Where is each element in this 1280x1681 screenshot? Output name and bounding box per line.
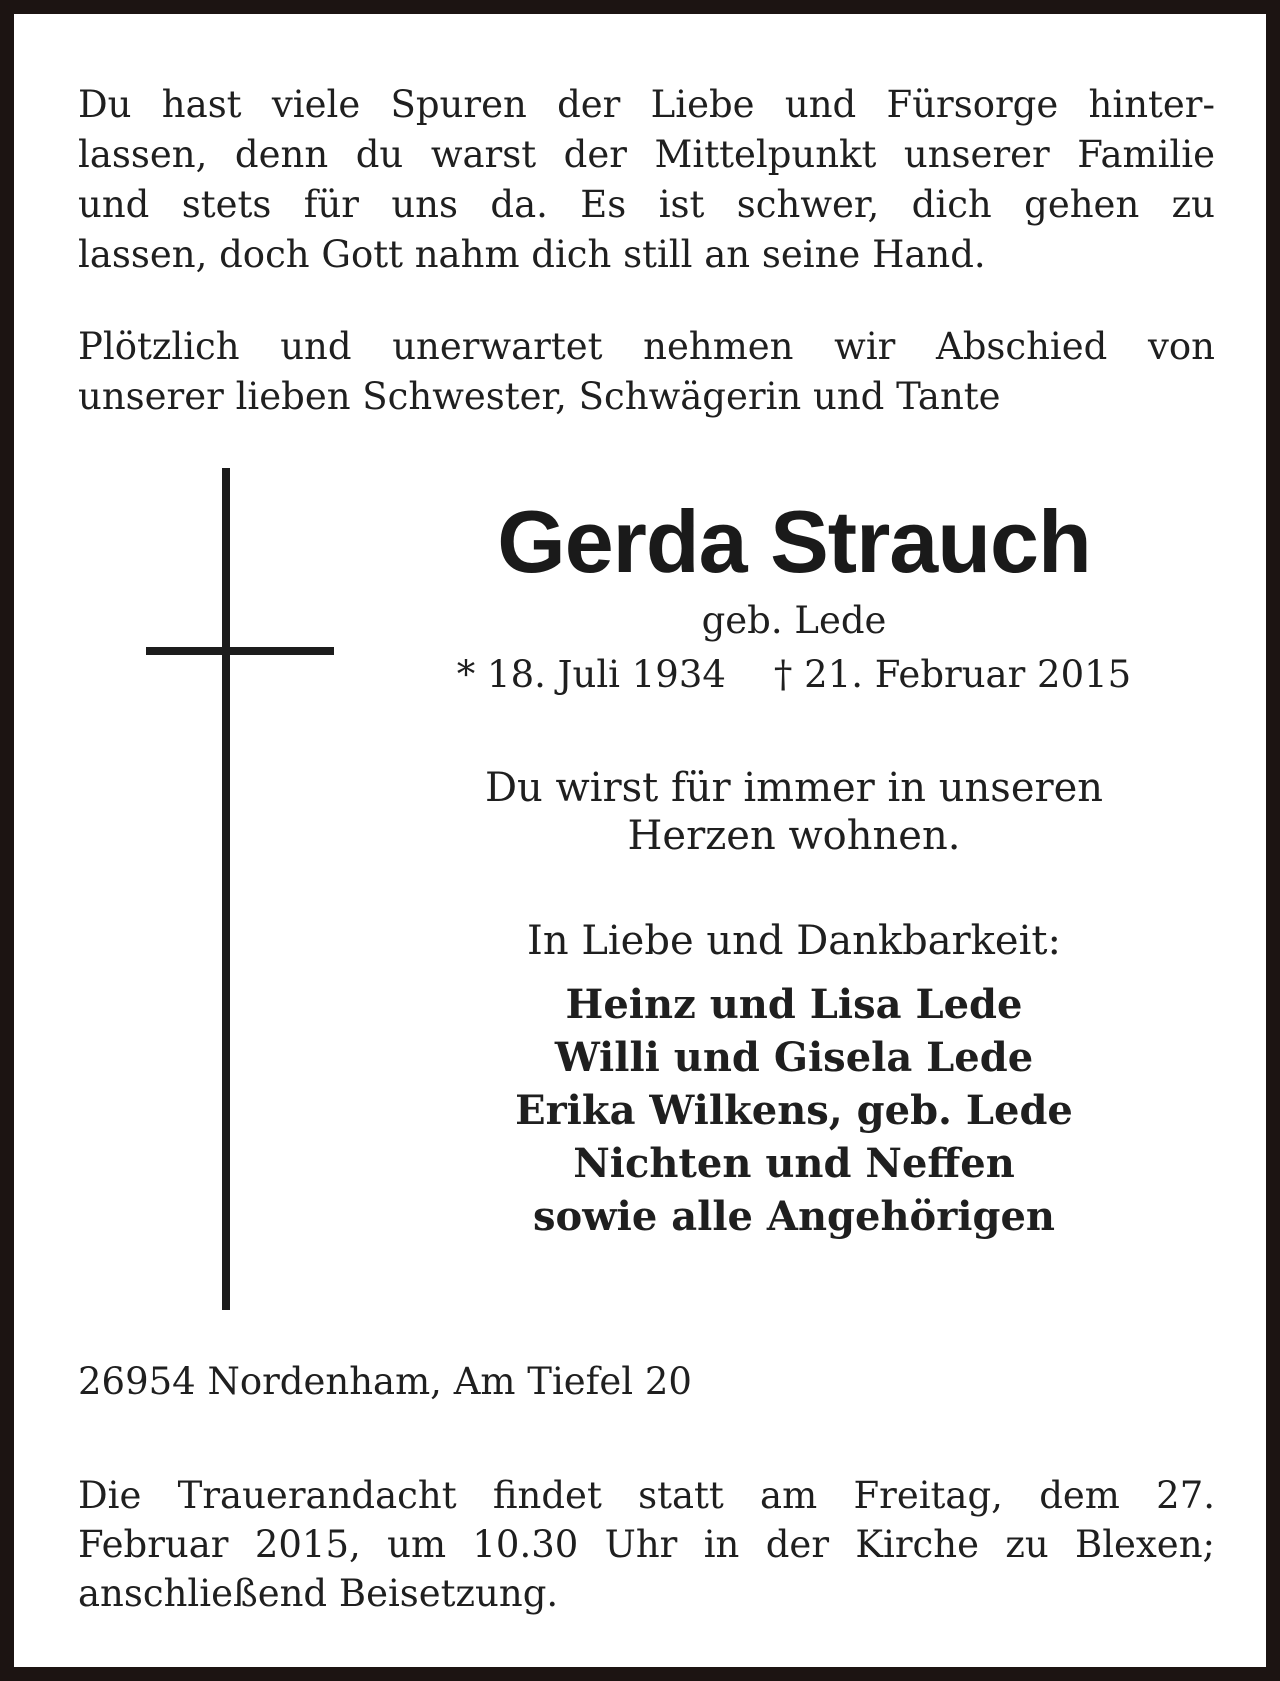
service-line: anschließend Beisetzung. [78, 1572, 559, 1615]
address: 26954 Nordenham, Am Tiefel 20 [78, 1360, 692, 1403]
thanks-line: In Liebe und Dankbarkeit: [527, 918, 1061, 964]
intro-line: lassen, denn du warst der Mittelpunkt unserer Familie [78, 133, 1215, 176]
intro-line: unserer lieben Schwester, Schwägerin und Tante [78, 375, 1001, 418]
cross-vertical-beam [222, 468, 230, 1310]
mourner: Heinz und Lisa Lede [565, 981, 1023, 1028]
intro-line: Du hast viele Spuren der Liebe und Fürsorge hinter- [78, 83, 1215, 126]
service-line: Die Trauerandacht findet statt am Freitag, dem 27. [78, 1474, 1215, 1517]
mourners-list [394, 978, 1194, 1243]
motto [394, 764, 1194, 860]
motto-line: Herzen wohnen. [627, 813, 961, 859]
motto-line: Du wirst für immer in unseren [484, 765, 1104, 811]
service-info [78, 1471, 1215, 1618]
intro-paragraph-1 [78, 80, 1215, 280]
intro-line: und stets für uns da. Es ist schwer, dich gehen zu [78, 183, 1215, 226]
death-date: † 21. Februar 2015 [773, 653, 1132, 696]
intro-text [78, 80, 1215, 422]
life-dates [394, 650, 1194, 700]
deceased-block [394, 492, 1194, 1243]
cross-horizontal-beam [146, 647, 334, 655]
birth-date: * 18. Juli 1934 [456, 653, 726, 696]
intro-line: Plötzlich und unerwartet nehmen wir Abschied von [78, 325, 1215, 368]
mourner: Nichten und Neffen [573, 1140, 1015, 1187]
intro-paragraph-2 [78, 322, 1215, 422]
mourner: Willi und Gisela Lede [554, 1034, 1034, 1081]
deceased-name: Gerda Strauch [497, 492, 1091, 591]
mourner: Erika Wilkens, geb. Lede [515, 1087, 1073, 1134]
mourner: sowie alle Angehörigen [533, 1193, 1055, 1240]
birth-name: geb. Lede [701, 599, 887, 642]
intro-line: lassen, doch Gott nahm dich still an seine Hand. [78, 233, 986, 276]
service-line: Februar 2015, um 10.30 Uhr in der Kirche zu Blexen; [78, 1523, 1215, 1566]
